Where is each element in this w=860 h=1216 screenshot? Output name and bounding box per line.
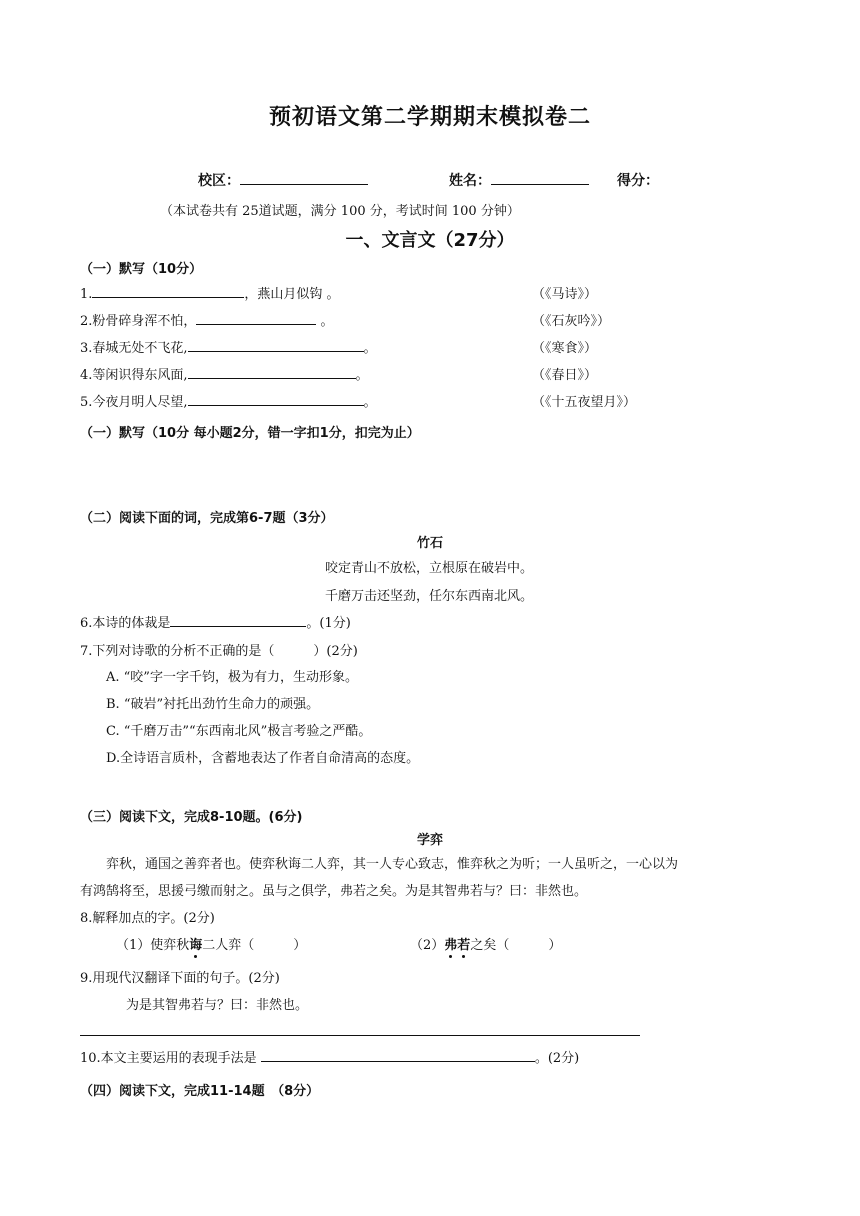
name-field[interactable]: [449, 170, 589, 190]
option-b[interactable]: B. “破岩”衬托出劲竹生命力的顽强。: [106, 697, 320, 712]
item-source: （《春日》）: [532, 368, 598, 383]
passage-line: 有鸿鹄将至，思援弓缴而射之。虽与之俱学，弗若之矣。为是其智弗若与？曰：非然也。: [80, 884, 588, 899]
answer-blank[interactable]: [170, 612, 306, 627]
recite-item-5: [80, 391, 377, 410]
question-10: [80, 1047, 579, 1066]
question-7: 7.下列对诗歌的分析不正确的是（ ）(2分): [80, 644, 358, 659]
question-points: 。(1分): [306, 616, 351, 631]
item-prefix: 1.: [80, 287, 93, 302]
item-source: （《马诗》）: [532, 287, 598, 302]
question-8-2: [410, 934, 561, 953]
option-c[interactable]: C. “千磨万击”“东西南北风”极言考验之严酷。: [106, 724, 372, 739]
question-9: 9.用现代汉翻译下面的句子。(2分): [80, 971, 280, 986]
page-title: 预初语文第二学期期末模拟卷二: [268, 105, 591, 130]
item-suffix: ，燕山月似钩 。: [244, 287, 340, 302]
question-6: [80, 612, 351, 631]
question-points: 。(2分): [534, 1051, 580, 1066]
answer-blank[interactable]: [196, 310, 316, 325]
part3-heading: （三）阅读下文，完成8-10题。(6分): [80, 810, 303, 825]
question-text: 二人弈（ ）: [202, 938, 307, 953]
item-suffix: 。: [363, 341, 377, 356]
item-suffix: 。: [355, 368, 369, 383]
item-prefix: 4.等闲识得东风面,: [80, 368, 188, 383]
name-blank[interactable]: [491, 170, 589, 185]
part2-heading: （二）阅读下面的词，完成第6-7题（3分）: [80, 511, 334, 526]
item-prefix: 3.春城无处不飞花,: [80, 341, 188, 356]
answer-blank[interactable]: [261, 1047, 535, 1062]
recite-item-1: [80, 283, 340, 302]
answer-blank[interactable]: [188, 337, 364, 352]
item-source: （《十五夜望月》）: [532, 395, 637, 410]
item-suffix: 。: [316, 314, 334, 329]
emphasis-char: 若: [457, 934, 470, 953]
option-d[interactable]: D.全诗语言质朴，含蓄地表达了作者自命清高的态度。: [106, 751, 420, 766]
campus-field[interactable]: [198, 170, 368, 190]
translate-sentence: 为是其智弗若与？曰：非然也。: [126, 998, 309, 1013]
part4-heading: （四）阅读下文，完成11-14题 （8分）: [80, 1084, 320, 1099]
score-label: 得分：: [617, 173, 659, 189]
section-heading: 一、文言文（27分）: [345, 230, 515, 251]
recite-item-2: [80, 310, 334, 329]
answer-blank[interactable]: [188, 364, 356, 379]
question-8-1: [116, 934, 306, 953]
emphasis-char: 弗: [444, 934, 457, 953]
scoring-note: （一）默写（10分 每小题2分，错一字扣1分，扣完为止）: [80, 426, 420, 441]
passage-line: 弈秋，通国之善弈者也。使弈秋诲二人弈，其一人专心致志，惟弈秋之为听；一人虽听之，一心以为: [106, 857, 679, 872]
item-source: （《石灰吟》）: [532, 314, 611, 329]
question-text: 6.本诗的体裁是: [80, 616, 171, 631]
emphasis-char: 诲: [189, 934, 202, 953]
question-text: （2）: [410, 938, 445, 953]
part1-heading: （一）默写（10分）: [80, 262, 203, 277]
poem-line: 千磨万击还坚劲，任尔东西南北风。: [325, 589, 534, 604]
poem-line: 咬定青山不放松，立根原在破岩中。: [325, 561, 534, 576]
question-8: 8.解释加点的字。(2分): [80, 911, 215, 926]
answer-blank[interactable]: [188, 391, 364, 406]
name-label: 姓名：: [449, 173, 491, 189]
campus-label: 校区：: [198, 173, 240, 189]
exam-note: （本试卷共有 25道试题，满分 100 分，考试时间 100 分钟）: [160, 204, 520, 219]
question-text: （1）使弈秋: [116, 938, 190, 953]
item-prefix: 5.今夜月明人尽望,: [80, 395, 188, 410]
poem-title: 竹石: [416, 536, 443, 551]
question-text: 之矣（ ）: [470, 938, 562, 953]
answer-blank[interactable]: [92, 283, 244, 298]
question-text: 10.本文主要运用的表现手法是: [80, 1051, 257, 1066]
option-a[interactable]: A. “咬”字一字千钧，极为有力，生动形象。: [106, 670, 358, 685]
answer-line[interactable]: [80, 1035, 640, 1036]
item-source: （《寒食》）: [532, 341, 598, 356]
passage-title: 学弈: [416, 833, 443, 848]
item-prefix: 2.粉骨碎身浑不怕，: [80, 314, 197, 329]
recite-item-3: [80, 337, 377, 356]
score-field[interactable]: [617, 170, 659, 190]
campus-blank[interactable]: [240, 170, 368, 185]
recite-item-4: [80, 364, 369, 383]
item-suffix: 。: [363, 395, 377, 410]
